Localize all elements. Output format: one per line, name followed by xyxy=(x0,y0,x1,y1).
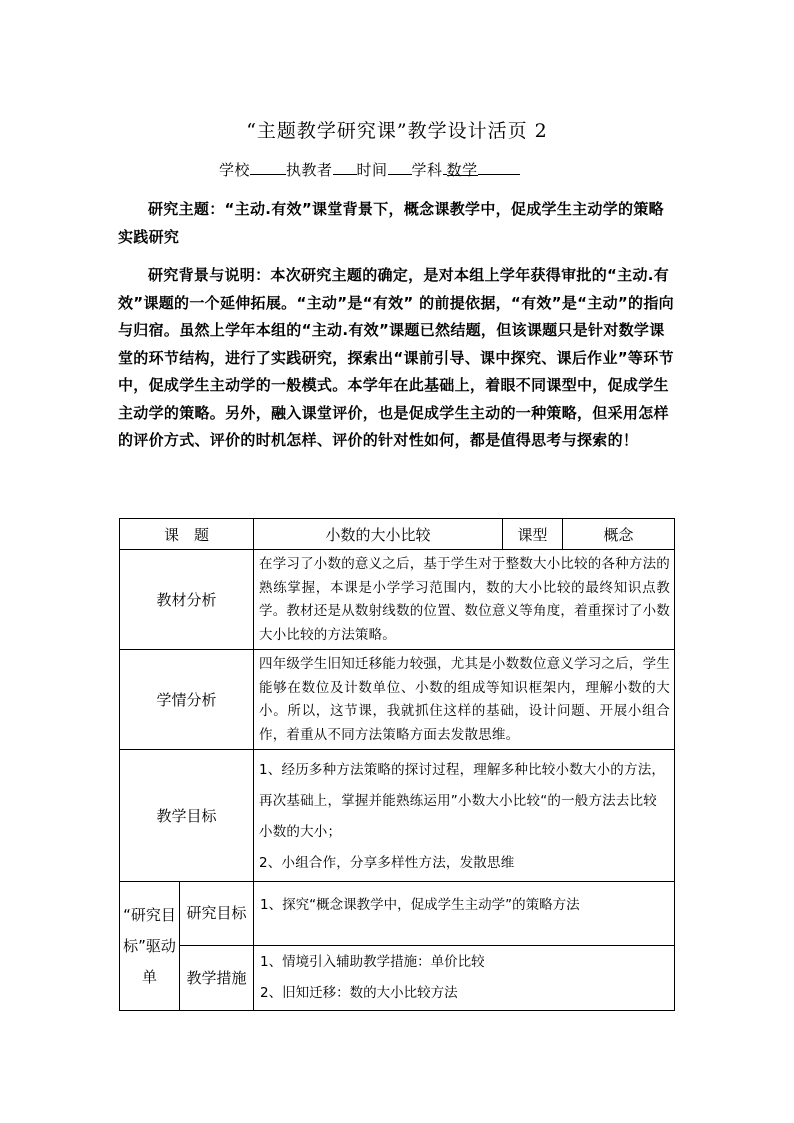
research-goal-text: 1、探究“概念课教学中，促成学生主动学”的策略方法 xyxy=(254,882,675,946)
measure-label: 教学措施 xyxy=(180,946,254,1011)
school-label: 学校 xyxy=(219,161,251,179)
goal-label: 教学目标 xyxy=(120,750,254,882)
topic-label: 课 题 xyxy=(120,519,254,550)
student-label: 学情分析 xyxy=(120,650,254,750)
material-label: 教材分析 xyxy=(120,550,254,650)
page-title: “主题教学研究课”教学设计活页 2 xyxy=(246,120,548,142)
material-text: 在学习了小数的意义之后，基于学生对于整数大小比较的各种方法的熟练掌握，本课是小学学习范围内，数的大小比较的最终知识点教学。教材还是从数射线数的位置、数位意义等角度，着重探讨了小数大小比较的方法策略。 xyxy=(254,550,675,650)
measure-item: 1、情境引入辅助教学措施：单价比较 xyxy=(260,954,485,970)
lesson-table xyxy=(119,518,675,1011)
type-value: 概念 xyxy=(563,519,675,550)
subject-value: 数学 xyxy=(446,161,478,179)
research-background: 研究背景与说明：本次研究主题的确定，是对本组上学年获得审批的“主动.有效”课题的一个延伸拓展。“主动”是“有效” 的前提依据，“有效”是“主动”的指向与归宿。虽然上学年本组的“主动.有效”课题已然结题，但该课题只是针对数学课堂的环节结构，进行了实践研究，探索出“课前引导、课中探究、课后作业”等环节中，促成学生主动学的一般模式。本学年在此基础上，着眼不同课型中，促成学生主动学的策略。另外，融入课堂评价，也是促成学生主动的一种策略，但采用怎样的评价方式、评价的时机怎样、评价的针对性如何，都是值得思考与探索的！ xyxy=(118,266,674,449)
research-goal-label: 研究目标 xyxy=(180,882,254,946)
research-topic: 研究主题：“主动.有效”课堂背景下，概念课教学中，促成学生主动学的策略实践研究 xyxy=(118,200,664,246)
driver-label: “研究目标”驱动单 xyxy=(120,882,180,1011)
type-label: 课型 xyxy=(503,519,563,550)
school-blank xyxy=(250,158,286,175)
goal-item: 1、经历多种方法策略的探讨过程，理解多种比较小数大小的方法，再次基础上，掌握并能熟练运用”小数大小比较“的一般方法去比较小数的大小； xyxy=(259,762,666,840)
student-text: 四年级学生旧知迁移能力较强，尤其是小数数位意义学习之后，学生能够在数位及计数单位、小数的组成等知识框架内，理解小数的大小。所以，这节课，我就抓住这样的基础，设计问题、开展小组合作，着重从不同方法策略方面去发散思维。 xyxy=(254,650,675,750)
time-blank xyxy=(388,158,412,175)
info-line xyxy=(219,158,520,180)
measure-cell xyxy=(254,946,675,1011)
subject-label: 学科 xyxy=(411,161,443,179)
measure-item: 2、旧知迁移：数的大小比较方法 xyxy=(260,985,458,1001)
goal-item: 2、小组合作，分享多样性方法，发散思维 xyxy=(259,855,515,871)
teacher-blank xyxy=(333,158,357,175)
goal-cell xyxy=(254,750,675,882)
time-label: 时间 xyxy=(356,161,388,179)
teacher-label: 执教者 xyxy=(286,161,333,179)
subject-blank xyxy=(478,158,520,175)
topic-value: 小数的大小比较 xyxy=(254,519,503,550)
